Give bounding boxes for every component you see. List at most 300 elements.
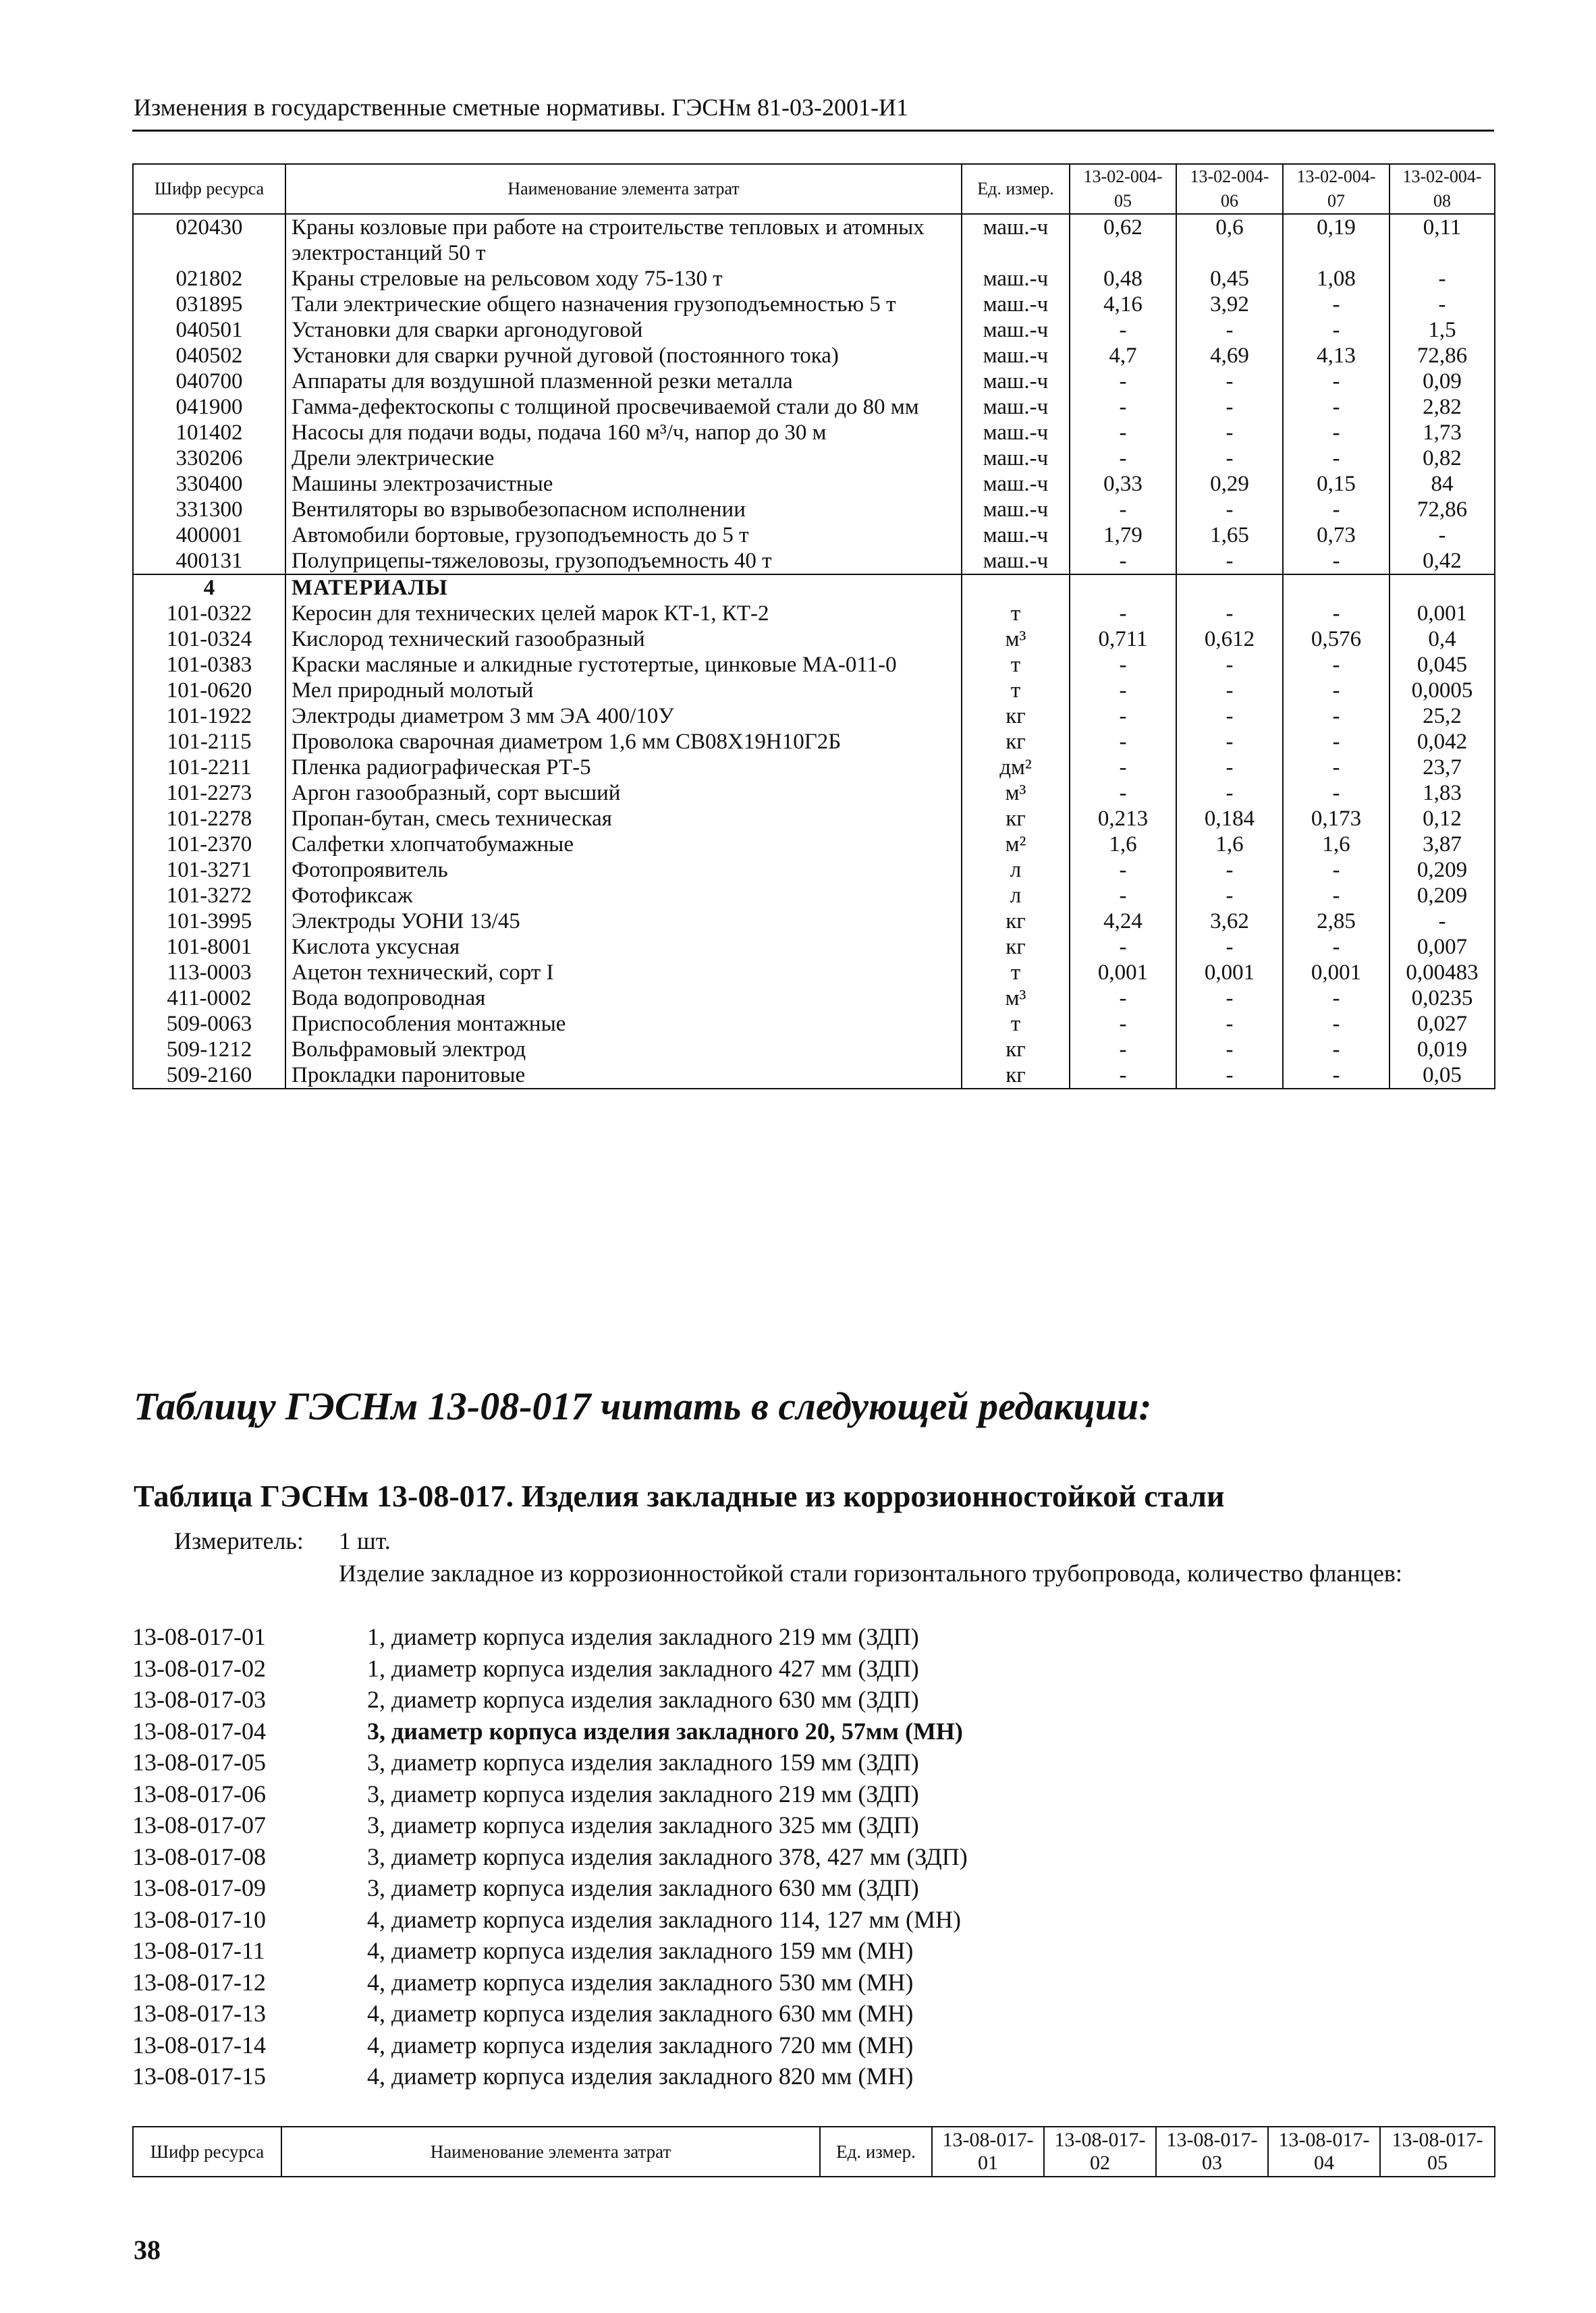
cell-value: -	[1176, 729, 1283, 755]
cell-code: 4	[133, 574, 285, 601]
list-item	[132, 1621, 968, 1653]
cell-unit: кг	[962, 703, 1070, 729]
cell-code: 101-3272	[133, 883, 285, 908]
page-header: Изменения в государственные сметные нормативы. ГЭСНм 81-03-2001-И1	[134, 94, 908, 121]
table-row	[133, 832, 1495, 857]
cell-value: -	[1283, 1062, 1389, 1089]
table-row	[133, 369, 1495, 394]
cell-unit: маш.-ч	[962, 522, 1070, 548]
cell-unit: кг	[962, 1062, 1070, 1089]
cell-code: 031895	[133, 292, 285, 317]
cell-value: -	[1176, 703, 1283, 729]
cell-name: Гамма-дефектоскопы с толщиной просвечиваемой стали до 80 мм	[285, 394, 962, 420]
cell-unit: маш.-ч	[962, 343, 1070, 369]
cell-value: 2,82	[1389, 394, 1495, 420]
cell-code: 041900	[133, 394, 285, 420]
table-row	[133, 292, 1495, 317]
cell-value: 4,16	[1070, 292, 1176, 317]
cell-code: 101-8001	[133, 934, 285, 960]
cell-unit: т	[962, 601, 1070, 626]
cell-value: 0,711	[1070, 626, 1176, 652]
t2-col-header-1: 13-08-017-01	[932, 2127, 1044, 2177]
cell-value: 0,15	[1283, 471, 1389, 497]
cell-value: -	[1283, 445, 1389, 471]
table-row	[133, 497, 1495, 522]
item-code: 13-08-017-06	[132, 1780, 266, 1807]
cell-value: -	[1389, 908, 1495, 934]
cell-value: 0,001	[1176, 960, 1283, 985]
cell-code: 040501	[133, 317, 285, 343]
table-row	[133, 755, 1495, 780]
cell-unit: дм²	[962, 755, 1070, 780]
cell-value: -	[1176, 883, 1283, 908]
table-row	[133, 548, 1495, 574]
cell-value: -	[1070, 729, 1176, 755]
cell-name: Дрели электрические	[285, 445, 962, 471]
table-row	[133, 857, 1495, 883]
cell-value: 0,001	[1283, 960, 1389, 985]
item-text: 4, диаметр корпуса изделия закладного 630 мм (МН)	[367, 2000, 914, 2027]
item-code: 13-08-017-05	[132, 1749, 266, 1776]
cell-code: 040502	[133, 343, 285, 369]
cell-name: Кислород технический газообразный	[285, 626, 962, 652]
cell-code: 021802	[133, 266, 285, 292]
cell-value: -	[1070, 497, 1176, 522]
cell-value: -	[1070, 652, 1176, 678]
t2-col-header-name: Наименование элемента затрат	[281, 2127, 820, 2177]
cell-name: Пленка радиографическая РТ-5	[285, 755, 962, 780]
cell-code: 101-0620	[133, 678, 285, 703]
item-code: 13-08-017-01	[132, 1623, 266, 1650]
cell-unit: м³	[962, 780, 1070, 806]
cell-value: -	[1176, 780, 1283, 806]
table2-header-row	[133, 2127, 1495, 2177]
cell-value: 4,7	[1070, 343, 1176, 369]
cell-unit: кг	[962, 908, 1070, 934]
cell-code: 040700	[133, 369, 285, 394]
cell-value: 0,042	[1389, 729, 1495, 755]
item-code: 13-08-017-07	[132, 1812, 266, 1839]
item-text: 3, диаметр корпуса изделия закладного 159 мм (ЗДП)	[367, 1749, 919, 1776]
cell-value: 4,24	[1070, 908, 1176, 934]
cell-unit: т	[962, 678, 1070, 703]
cell-value: 0,6	[1176, 214, 1283, 266]
cell-value: 0,0235	[1389, 985, 1495, 1011]
cell-value: -	[1283, 678, 1389, 703]
cell-value: 0,45	[1176, 266, 1283, 292]
list-item	[132, 1653, 968, 1685]
cell-value	[1283, 574, 1389, 601]
col-header-1: 13-02-004-05	[1070, 164, 1176, 214]
cell-value: 72,86	[1389, 343, 1495, 369]
cell-name: Прокладки паронитовые	[285, 1062, 962, 1089]
cell-code: 330206	[133, 445, 285, 471]
col-header-unit: Ед. измер.	[962, 164, 1070, 214]
cell-value: -	[1283, 1037, 1389, 1062]
cell-name: Салфетки хлопчатобумажные	[285, 832, 962, 857]
cell-value: 3,62	[1176, 908, 1283, 934]
col-header-code: Шифр ресурса	[133, 164, 285, 214]
cell-value: -	[1176, 601, 1283, 626]
cell-unit: маш.-ч	[962, 394, 1070, 420]
table-row	[133, 471, 1495, 497]
cell-value: -	[1283, 780, 1389, 806]
cell-unit: кг	[962, 934, 1070, 960]
cell-value: 1,6	[1283, 832, 1389, 857]
cell-value: -	[1283, 292, 1389, 317]
list-item	[132, 2061, 968, 2092]
table-row	[133, 266, 1495, 292]
item-text: 1, диаметр корпуса изделия закладного 219 мм (ЗДП)	[367, 1623, 919, 1650]
table-row	[133, 678, 1495, 703]
item-code: 13-08-017-12	[132, 1968, 266, 1996]
item-code: 13-08-017-09	[132, 1874, 266, 1901]
cell-value: -	[1070, 317, 1176, 343]
cell-name: Приспособления монтажные	[285, 1011, 962, 1037]
cell-value: -	[1389, 266, 1495, 292]
cell-value: -	[1176, 445, 1283, 471]
cell-unit: кг	[962, 729, 1070, 755]
cell-value: -	[1283, 985, 1389, 1011]
cell-code: 101-0383	[133, 652, 285, 678]
cell-value: -	[1070, 985, 1176, 1011]
item-list	[132, 1621, 968, 2092]
table-row	[133, 908, 1495, 934]
cell-value: -	[1283, 934, 1389, 960]
cell-unit: м³	[962, 626, 1070, 652]
cell-name: Мел природный молотый	[285, 678, 962, 703]
item-code: 13-08-017-14	[132, 2031, 266, 2059]
cell-value: 0,19	[1283, 214, 1389, 266]
cell-code: 101402	[133, 420, 285, 445]
t2-col-header-3: 13-08-017-03	[1156, 2127, 1268, 2177]
table-row	[133, 317, 1495, 343]
resources-table	[132, 163, 1495, 1089]
cell-code: 101-2211	[133, 755, 285, 780]
cell-unit: маш.-ч	[962, 445, 1070, 471]
cell-name: Автомобили бортовые, грузоподъемность до 5 т	[285, 522, 962, 548]
cell-code: 400001	[133, 522, 285, 548]
item-code: 13-08-017-13	[132, 2000, 266, 2027]
cell-code: 101-0322	[133, 601, 285, 626]
cell-value: 4,69	[1176, 343, 1283, 369]
cell-value: -	[1176, 369, 1283, 394]
list-item	[132, 1841, 968, 1873]
cell-unit: т	[962, 960, 1070, 985]
cell-unit: л	[962, 857, 1070, 883]
cell-value: -	[1070, 780, 1176, 806]
cell-value: -	[1283, 317, 1389, 343]
cell-value: 1,79	[1070, 522, 1176, 548]
page-number: 38	[134, 2235, 161, 2265]
cell-value: 0,29	[1176, 471, 1283, 497]
cell-unit: кг	[962, 1037, 1070, 1062]
item-code: 13-08-017-03	[132, 1686, 266, 1713]
list-item	[132, 1872, 968, 1904]
table-row	[133, 985, 1495, 1011]
cell-value: -	[1176, 497, 1283, 522]
cell-name: Проволока сварочная диаметром 1,6 мм СВ08Х19Н10Г2Б	[285, 729, 962, 755]
cell-code: 101-2370	[133, 832, 285, 857]
item-text: 2, диаметр корпуса изделия закладного 630 мм (ЗДП)	[367, 1686, 919, 1713]
t2-col-header-4: 13-08-017-04	[1268, 2127, 1380, 2177]
table-row	[133, 601, 1495, 626]
cell-value: 84	[1389, 471, 1495, 497]
cell-value: 0,42	[1389, 548, 1495, 574]
cell-value: -	[1176, 420, 1283, 445]
cell-value: 0,09	[1389, 369, 1495, 394]
cell-code: 101-3271	[133, 857, 285, 883]
cell-value: -	[1283, 652, 1389, 678]
cell-value: 1,08	[1283, 266, 1389, 292]
item-text: 4, диаметр корпуса изделия закладного 720 мм (МН)	[367, 2031, 914, 2059]
list-item	[132, 1778, 968, 1810]
cell-value: 1,5	[1389, 317, 1495, 343]
cell-value: -	[1070, 755, 1176, 780]
cell-value: 0,184	[1176, 806, 1283, 832]
cell-value: -	[1389, 522, 1495, 548]
cell-unit: маш.-ч	[962, 471, 1070, 497]
item-code: 13-08-017-15	[132, 2063, 266, 2090]
group-row	[133, 574, 1495, 601]
cell-name: Вентиляторы во взрывобезопасном исполнении	[285, 497, 962, 522]
item-code: 13-08-017-02	[132, 1654, 266, 1682]
cell-value: 0,05	[1389, 1062, 1495, 1089]
cell-name: Тали электрические общего назначения грузоподъемностью 5 т	[285, 292, 962, 317]
cell-unit: м²	[962, 832, 1070, 857]
cell-value: 2,85	[1283, 908, 1389, 934]
cell-value: -	[1070, 1037, 1176, 1062]
cell-code: 101-3995	[133, 908, 285, 934]
col-header-name: Наименование элемента затрат	[285, 164, 962, 214]
table-row	[133, 214, 1495, 266]
cell-code: 101-2115	[133, 729, 285, 755]
item-text: 4, диаметр корпуса изделия закладного 820 мм (МН)	[367, 2063, 914, 2090]
cell-value: 0,209	[1389, 883, 1495, 908]
cell-value: -	[1283, 394, 1389, 420]
cell-value	[1389, 574, 1495, 601]
table-row	[133, 780, 1495, 806]
cell-value: -	[1070, 678, 1176, 703]
cell-value: 23,7	[1389, 755, 1495, 780]
col-header-3: 13-02-004-07	[1283, 164, 1389, 214]
cell-code: 509-1212	[133, 1037, 285, 1062]
cell-value: 1,73	[1389, 420, 1495, 445]
cell-unit	[962, 574, 1070, 601]
cell-value: 0,4	[1389, 626, 1495, 652]
cell-value: -	[1283, 703, 1389, 729]
list-item	[132, 1967, 968, 1998]
cell-name: Ацетон технический, сорт I	[285, 960, 962, 985]
cell-value: 1,65	[1176, 522, 1283, 548]
cell-value: 0,62	[1070, 214, 1176, 266]
item-code: 13-08-017-04	[132, 1717, 266, 1745]
cell-name: Фотофиксаж	[285, 883, 962, 908]
measure-label: Измеритель:	[174, 1527, 304, 1554]
cell-unit: маш.-ч	[962, 497, 1070, 522]
resources-table-2	[132, 2126, 1495, 2177]
cell-unit: л	[962, 883, 1070, 908]
cell-unit: маш.-ч	[962, 369, 1070, 394]
item-text: 1, диаметр корпуса изделия закладного 427 мм (ЗДП)	[367, 1654, 919, 1682]
description: Изделие закладное из коррозионностойкой стали горизонтального трубопровода, количество фланцев:	[339, 1560, 1402, 1587]
cell-code: 101-1922	[133, 703, 285, 729]
cell-code: 101-2273	[133, 780, 285, 806]
cell-name: Насосы для подачи воды, подача 160 м³/ч, напор до 30 м	[285, 420, 962, 445]
t2-col-header-code: Шифр ресурса	[133, 2127, 281, 2177]
cell-value: -	[1283, 420, 1389, 445]
cell-value: 0,027	[1389, 1011, 1495, 1037]
cell-name: Установки для сварки аргонодуговой	[285, 317, 962, 343]
item-text: 4, диаметр корпуса изделия закладного 159 мм (МН)	[367, 1937, 914, 1964]
table-row	[133, 445, 1495, 471]
cell-value: -	[1176, 1011, 1283, 1037]
cell-value	[1176, 574, 1283, 601]
header-rule	[132, 130, 1494, 132]
cell-value: -	[1283, 369, 1389, 394]
cell-value: -	[1070, 548, 1176, 574]
cell-value: -	[1176, 755, 1283, 780]
cell-code: 101-0324	[133, 626, 285, 652]
cell-value: -	[1070, 1011, 1176, 1037]
list-item	[132, 1684, 968, 1716]
list-item	[132, 1809, 968, 1841]
item-code: 13-08-017-10	[132, 1905, 266, 1933]
list-item	[132, 1998, 968, 2030]
cell-name: Фотопроявитель	[285, 857, 962, 883]
cell-value: 0,82	[1389, 445, 1495, 471]
cell-code: 411-0002	[133, 985, 285, 1011]
cell-name: Машины электрозачистные	[285, 471, 962, 497]
cell-unit: маш.-ч	[962, 214, 1070, 266]
cell-value: 4,13	[1283, 343, 1389, 369]
table-row	[133, 1011, 1495, 1037]
cell-value: -	[1283, 857, 1389, 883]
cell-name: Аргон газообразный, сорт высший	[285, 780, 962, 806]
col-header-4: 13-02-004-08	[1389, 164, 1495, 214]
cell-value: -	[1176, 317, 1283, 343]
cell-name: Полуприцепы-тяжеловозы, грузоподъемность 40 т	[285, 548, 962, 574]
cell-value: -	[1070, 857, 1176, 883]
cell-name: Электроды диаметром 3 мм ЭА 400/10У	[285, 703, 962, 729]
t2-col-header-5: 13-08-017-05	[1380, 2127, 1495, 2177]
cell-unit: маш.-ч	[962, 292, 1070, 317]
table-row	[133, 703, 1495, 729]
table-row	[133, 652, 1495, 678]
table-title: Таблица ГЭСНм 13-08-017. Изделия закладные из коррозионностойкой стали	[134, 1479, 1225, 1513]
cell-code: 331300	[133, 497, 285, 522]
item-code: 13-08-017-08	[132, 1843, 266, 1870]
revision-heading: Таблицу ГЭСНм 13-08-017 читать в следующей редакции:	[134, 1384, 1152, 1428]
cell-name: Краны козловые при работе на строительстве тепловых и атомных электростанций 50 т	[285, 214, 962, 266]
cell-code: 113-0003	[133, 960, 285, 985]
cell-unit: т	[962, 652, 1070, 678]
cell-value: -	[1176, 1037, 1283, 1062]
list-item	[132, 1935, 968, 1967]
table-header-row	[133, 164, 1495, 214]
cell-value: -	[1070, 703, 1176, 729]
table-row	[133, 1037, 1495, 1062]
cell-name: МАТЕРИАЛЫ	[285, 574, 962, 601]
cell-code: 509-0063	[133, 1011, 285, 1037]
list-item	[132, 1716, 968, 1747]
cell-value: 0,48	[1070, 266, 1176, 292]
table-row	[133, 960, 1495, 985]
cell-value: 0,576	[1283, 626, 1389, 652]
cell-value: -	[1176, 857, 1283, 883]
table-body	[133, 214, 1495, 1089]
table-row	[133, 934, 1495, 960]
cell-value: -	[1389, 292, 1495, 317]
cell-name: Краски масляные и алкидные густотертые, цинковые МА-011-0	[285, 652, 962, 678]
cell-unit: кг	[962, 806, 1070, 832]
cell-name: Краны стреловые на рельсовом ходу 75-130 т	[285, 266, 962, 292]
item-text: 4, диаметр корпуса изделия закладного 114, 127 мм (МН)	[367, 1905, 962, 1933]
cell-unit: маш.-ч	[962, 548, 1070, 574]
cell-name: Аппараты для воздушной плазменной резки металла	[285, 369, 962, 394]
cell-value: -	[1070, 445, 1176, 471]
cell-value: 3,92	[1176, 292, 1283, 317]
t2-col-header-unit: Ед. измер.	[820, 2127, 932, 2177]
cell-value: 0,73	[1283, 522, 1389, 548]
t2-col-header-2: 13-08-017-02	[1044, 2127, 1156, 2177]
cell-unit: маш.-ч	[962, 266, 1070, 292]
cell-value: -	[1070, 601, 1176, 626]
cell-value: 0,001	[1070, 960, 1176, 985]
cell-value: -	[1176, 1062, 1283, 1089]
table-row	[133, 394, 1495, 420]
cell-unit: маш.-ч	[962, 420, 1070, 445]
cell-value	[1070, 574, 1176, 601]
cell-value: -	[1176, 678, 1283, 703]
cell-value: 3,87	[1389, 832, 1495, 857]
table-row	[133, 343, 1495, 369]
table-row	[133, 1062, 1495, 1089]
item-text: 4, диаметр корпуса изделия закладного 530 мм (МН)	[367, 1968, 914, 1996]
cell-value: -	[1176, 394, 1283, 420]
cell-value: -	[1283, 729, 1389, 755]
cell-unit: м³	[962, 985, 1070, 1011]
item-text: 3, диаметр корпуса изделия закладного 630 мм (ЗДП)	[367, 1874, 919, 1901]
table-row	[133, 626, 1495, 652]
cell-code: 509-2160	[133, 1062, 285, 1089]
cell-value: 0,001	[1389, 601, 1495, 626]
cell-value: -	[1283, 755, 1389, 780]
cell-name: Керосин для технических целей марок КТ-1, КТ-2	[285, 601, 962, 626]
cell-value: 0,33	[1070, 471, 1176, 497]
cell-value: 0,0005	[1389, 678, 1495, 703]
cell-value: -	[1070, 420, 1176, 445]
cell-value: 1,6	[1070, 832, 1176, 857]
cell-value: 1,6	[1176, 832, 1283, 857]
cell-value: -	[1176, 548, 1283, 574]
cell-value: 0,045	[1389, 652, 1495, 678]
cell-value: 0,173	[1283, 806, 1389, 832]
cell-code: 400131	[133, 548, 285, 574]
cell-value: 0,209	[1389, 857, 1495, 883]
col-header-2: 13-02-004-06	[1176, 164, 1283, 214]
cell-value: 0,12	[1389, 806, 1495, 832]
cell-value: 0,019	[1389, 1037, 1495, 1062]
cell-code: 101-2278	[133, 806, 285, 832]
cell-unit: т	[962, 1011, 1070, 1037]
cell-name: Установки для сварки ручной дуговой (постоянного тока)	[285, 343, 962, 369]
item-code: 13-08-017-11	[132, 1937, 265, 1964]
cell-value: -	[1176, 934, 1283, 960]
cell-value: 0,213	[1070, 806, 1176, 832]
cell-value: -	[1070, 934, 1176, 960]
cell-value: 0,00483	[1389, 960, 1495, 985]
